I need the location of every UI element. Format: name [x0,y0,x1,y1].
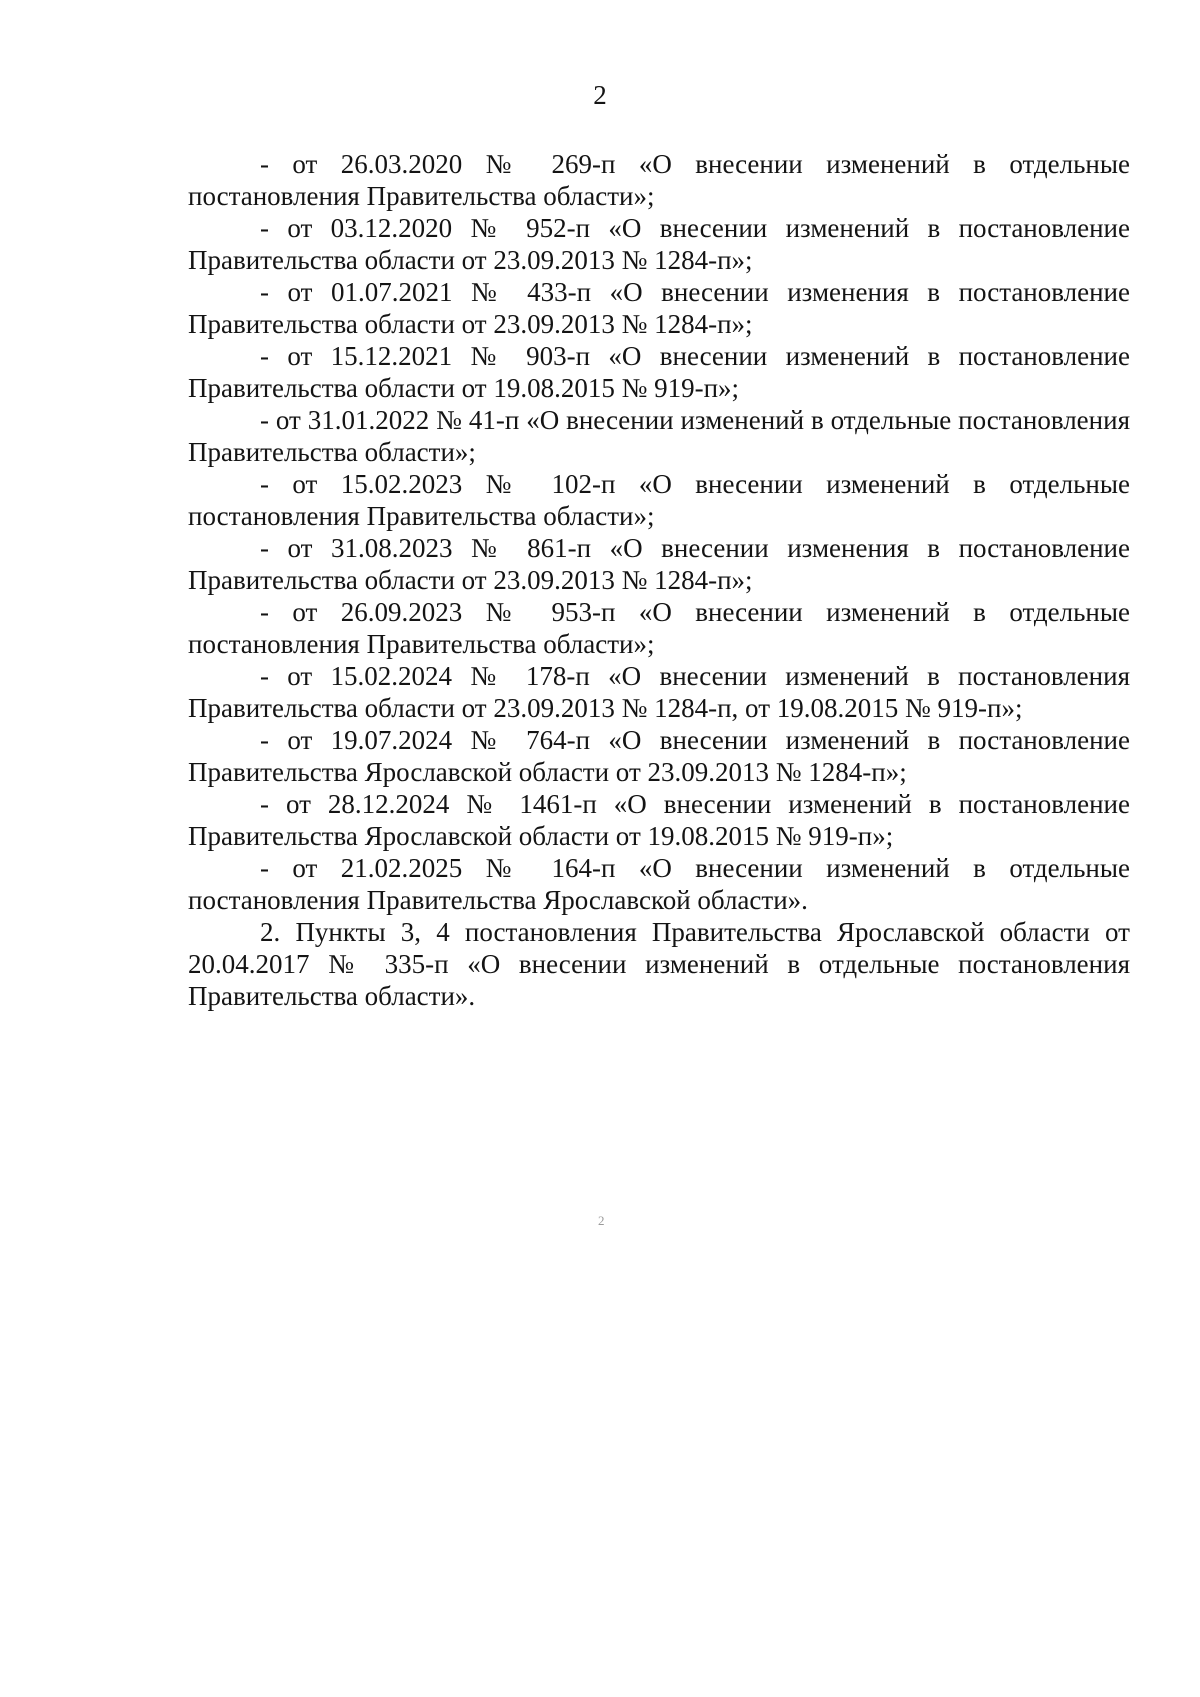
list-item: - от 28.12.2024 № 1461-п «О внесении изменений в постановление Правительства Ярославской области от 19.08.2015 № 919-п»; [188,789,1130,851]
list-item: - от 15.02.2023 № 102-п «О внесении изменений в отдельные постановления Правительства области»; [188,469,1130,531]
list-item: - от 15.12.2021 № 903-п «О внесении изменений в постановление Правительства области от 19.08.2015 № 919-п»; [188,341,1130,403]
list-item: - от 21.02.2025 № 164-п «О внесении изменений в отдельные постановления Правительства Ярославской области». [188,853,1130,915]
page-number: 2 [593,80,607,110]
list-item: - от 19.07.2024 № 764-п «О внесении изменений в постановление Правительства Ярославской области от 23.09.2013 № 1284-п»; [188,725,1130,787]
list-item: - от 26.09.2023 № 953-п «О внесении изменений в отдельные постановления Правительства области»; [188,597,1130,659]
list-item: - от 26.03.2020 № 269-п «О внесении изменений в отдельные постановления Правительства области»; [188,149,1130,211]
list-item: - от 31.08.2023 № 861-п «О внесении изменения в постановление Правительства области от 23.09.2013 № 1284-п»; [188,533,1130,595]
document-body [188,148,1130,1012]
list-item: - от 15.02.2024 № 178-п «О внесении изменений в постановления Правительства области от 23.09.2013 № 1284-п, от 19.08.2015 № 919-п»; [188,661,1130,723]
list-item: - от 31.01.2022 № 41-п «О внесении изменений в отдельные постановления Правительства области»; [188,405,1130,467]
list-item: - от 03.12.2020 № 952-п «О внесении изменений в постановление Правительства области от 23.09.2013 № 1284-п»; [188,213,1130,275]
list-item: - от 01.07.2021 № 433-п «О внесении изменения в постановление Правительства области от 23.09.2013 № 1284-п»; [188,277,1130,339]
paragraph-item-2: 2. Пункты 3, 4 постановления Правительства Ярославской области от 20.04.2017 № 335-п «О внесении изменений в отдельные постановления Правительства области». [188,917,1130,1011]
faint-page-mark: 2 [598,1213,605,1228]
